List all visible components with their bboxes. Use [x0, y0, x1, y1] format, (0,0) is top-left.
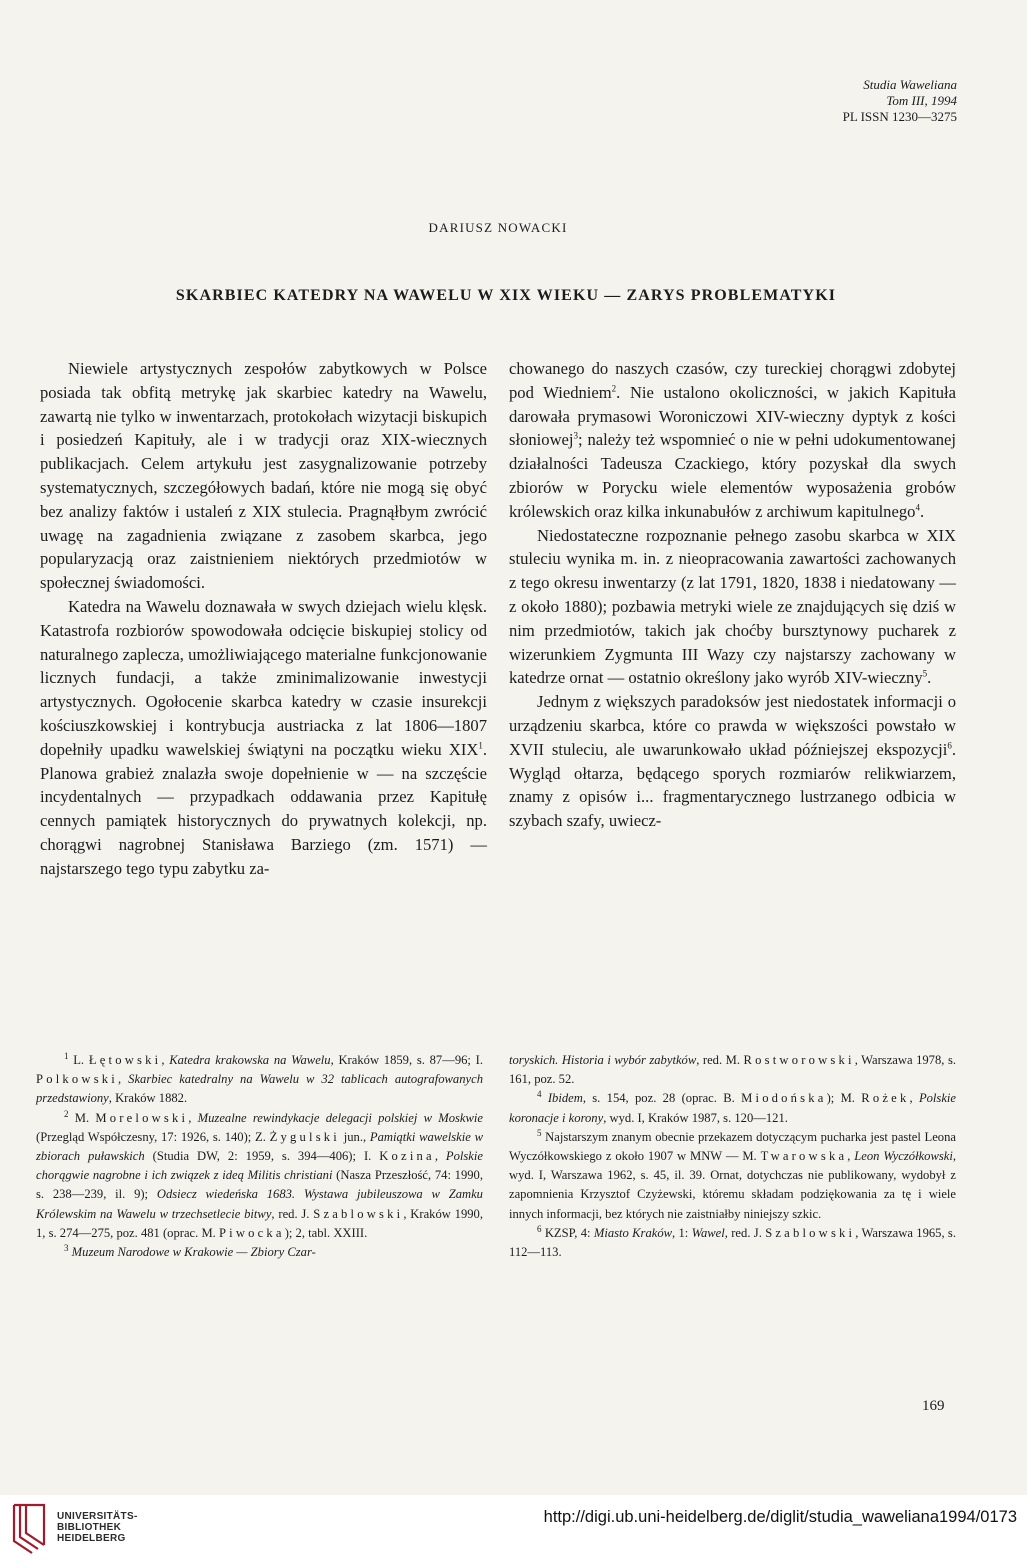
body-column-left [40, 357, 487, 881]
footnote-ref: 3 [573, 430, 579, 441]
journal-header [843, 77, 957, 125]
footnote: $^1$ L. Łętowski, Katedra krakowska na Wawelu, Kraków 1859, s. 87—96; I. Polkowski, Skarbiec katedralny na Wawelu w 32 tablicach autografowanych przedstawiony, Kraków 1882. [36, 1050, 483, 1106]
footnotes-column-left [36, 1051, 483, 1262]
paragraph: Katedra na Wawelu doznawała w swych dziejach wielu klęsk. Katastrofa rozbiorów spowodowała odcięcie biskupiej stolicy od naturalnego zaplecza, umożliwiającego materialne funkcjonowanie licznych fundacji, a także zminimalizowanie inwestycji artystycznych. Ogołocenie skarbca katedry w czasie insurekcji kościuszkowskiej i kontrybucja austriacka z lat 1806—1807 dopełniły upadku wawelskiej świątyni na początku wieku XIX$^1$. Planowa grabież znalazła swoje dopełnienie w — na szczęście incydentalnych — przypadkach oddawania przez Kapitułę cennych pamiątek historycznych do prywatnych kolekcji, np. chorągwi nagrobnej Stanisława Barziego (zm. 1571) — najstarszego tego typu zabytku za- [40, 596, 487, 878]
journal-name: Studia Waweliana [863, 77, 957, 92]
paragraph: Niewiele artystycznych zespołów zabytkowych w Polsce posiada tak obfitą metrykę jak skarbiec katedry na Wawelu, zawartą nie tylko w inwentarzach, protokołach wizytacji biskupich i posiedzeń Kapituły, ale i w tradycji oraz XIX-wiecznych publikacjach. Celem artykułu jest zasygnalizowanie potrzeby systematycznych, szczegółowych badań, które nie mogą się obyć bez analizy faktów i ustaleń z XIX stulecia. Pragnąłbym zwrócić uwagę na zagadnienia związane z zasobem skarbca, jego popularyzacją oraz zaistnieniem niektórych przedmiotów w społecznej świadomości. [40, 359, 487, 593]
footnote-ref: 2 [611, 383, 617, 394]
body-column-right [509, 357, 956, 833]
footnote: $^5$ Najstarszym znanym obecnie przekazem dotyczącym pucharka jest pastel Leona Wyczółkowskiego z około 1907 w MNW — M. Twarowska, Leon Wyczółkowski, wyd. I, Warszawa 1962, s. 45, il. 39. Ornat, dotychczas nie publikowany, wydobył z zapomnienia Krzysztof Czyżewski, któremu składam podziękowania za tę i wiele innych informacji, bez których nie zaistniałby niniejszy szkic. [509, 1127, 957, 1221]
footnote: toryskich. Historia i wybór zabytków, red. M. Rostworowski, Warszawa 1978, s. 161, poz. 52. [509, 1053, 956, 1087]
footnote-ref: 5 [922, 668, 928, 679]
article-title: SKARBIEC KATEDRY NA WAWELU W XIX WIEKU — ZARYS PROBLEMATYKI [175, 287, 837, 304]
source-url-link[interactable]: http://digi.ub.uni-heidelberg.de/diglit/studia_waweliana1994/0173 [543, 1508, 1017, 1526]
paragraph: Jednym z większych paradoksów jest niedostatek informacji o urządzeniu skarbca, które co prawda w większości powstało w XVII stuleciu, ale uwarunkowało układ późniejszej ekspozycji$^6$. Wygląd ołtarza, będącego sporych rozmiarów relikwiarzem, znamy z opisów i... fragmentarycznego lustrzanego odbicia w szybach szafy, uwiecz- [509, 692, 956, 831]
footnote: $^4$ Ibidem, s. 154, poz. 28 (oprac. B. Miodońska); M. Rożek, Polskie koronacje i korony, wyd. I, Kraków 1987, s. 120—121. [509, 1089, 957, 1125]
footnote: $^6$ KZSP, 4: Miasto Kraków, 1: Wawel, red. J. Szablowski, Warszawa 1965, s. 112—113. [509, 1223, 956, 1260]
footnote: $^2$ M. Morelowski, Muzealne rewindykacje delegacji polskiej w Moskwie (Przegląd Współczesny, 17: 1926, s. 140); Z. Żygulski jun., Pamiątki wawelskie w zbiorach puławskich (Studia DW, 2: 1959, s. 394—406); I. Kozina, Polskie chorągwie nagrobne i ich związek z ideą Militis christiani (Nasza Przeszłość, 74: 1990, s. 238—239, il. 9); Odsiecz wiedeńska 1683. Wystawa jubileuszowa w Zamku Królewskim na Wawelu w trzechsetlecie bitwy, red. J. Szablowski, Kraków 1990, 1, s. 274—275, poz. 481 (oprac. M. Piwocka); 2, tabl. XXIII. [36, 1108, 483, 1240]
footnote-ref: 6 [947, 740, 952, 751]
footnote-ref: 4 [915, 502, 920, 513]
footnote-ref: 1 [478, 740, 483, 751]
library-footer [0, 1495, 1027, 1567]
paragraph: chowanego do naszych czasów, czy tureckiej chorągwi zdobytej pod Wiedniem$^2$. Nie ustalono okoliczności, w jakich Kapituła darowała prymasowi Woroniczowi XIV-wieczny dyptyk z kości słoniowej$^3$; należy też wspomnieć o nie w pełni udokumentowanej działalności Tadeusza Czackiego, który pozyskał dla swych zbiorów w Porycku wiele elementów wyposażenia grobów królewskich oraz kilka inkunabułów z archiwum kapitulnego$^4$. [509, 359, 956, 521]
journal-volume: Tom III, 1994 [886, 93, 957, 108]
paragraph: Niedostateczne rozpoznanie pełnego zasobu skarbca w XIX stuleciu wynika m. in. z nieopracowania zawartości zachowanych z tego okresu inwentarzy (z lat 1791, 1820, 1838 i niedatowany — z około 1880); pozbawia metryki wiele ze znajdujących się dziś w nim przedmiotów, takich jak choćby bursztynowy pucharek z wizerunkiem Zygmunta III Wazy czy najstarszy zachowany w katedrze ornat — ostatnio określony jako wyrób XIV-wieczny$^5$. [509, 525, 956, 688]
footnote: $^3$ Muzeum Narodowe w Krakowie — Zbiory Czar- [64, 1242, 316, 1260]
page-number: 169 [922, 1398, 945, 1414]
library-name: UNIVERSITÄTS- BIBLIOTHEK HEIDELBERG [57, 1511, 138, 1544]
footnotes-column-right [509, 1051, 956, 1262]
article-author: DARIUSZ NOWACKI [428, 220, 568, 235]
library-logo-icon [10, 1503, 50, 1555]
journal-issn: PL ISSN 1230—3275 [842, 109, 957, 124]
